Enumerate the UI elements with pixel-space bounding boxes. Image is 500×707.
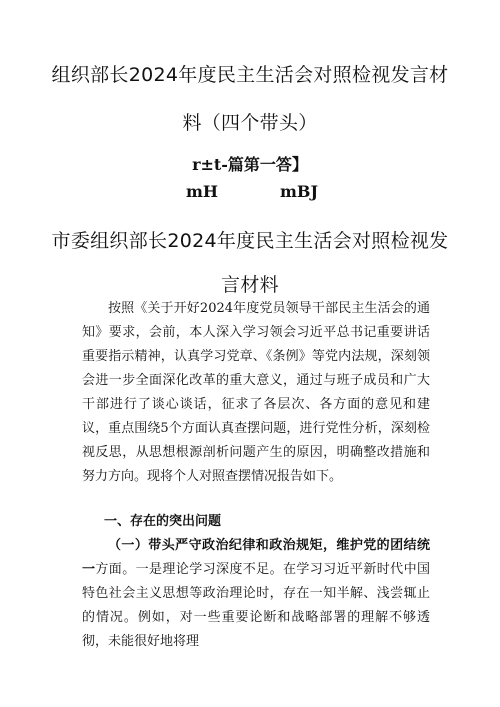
garbled-heading: r±t-篇第一答】 — [192, 155, 308, 174]
document-subtitle-line-1: 市委组织部长2024年度民主生活会对照检视发 — [51, 230, 449, 252]
garbled-left-text: mH — [186, 182, 219, 201]
subsection-body: 方面。一是理论学习深度不足。在学习习近平新时代中国特色社会主义思想等政治理论时，存在一知半解、浅尝辄止的情况。例如，对一些重要论断和战略部署的理解不够透彻，未能很好地将理 — [82, 562, 430, 649]
garbled-right-text: mBJ — [280, 182, 319, 201]
intro-paragraph: 按照《关于开好2024年度党员领导干部民主生活会的通知》要求，会前，本人深入学习领会习近平总书记重要讲话重要指示精神，认真学习党章、《条例》等党内法规，深刻领会进一步全面深化改革的重大意义，通过与班子成员和广大干部进行了谈心谈话，征求了各层次、各方面的意见和建议，重点围绕5个方面认真查摆问题，进行党性分析，深刻检视反思，从思想根源剖析问题产生的原因，明确整改措施和努力方向。现将个人对照查摆情况报告如下。 — [82, 301, 430, 484]
document-title-line-1: 组织部长2024年度民主生活会对照检视发言材 — [51, 64, 449, 86]
subsection-heading: （一）带头严守政治纪律和政治规矩，维护党的团结统一 — [82, 538, 430, 577]
document-title-line-2: 料（四个带头） — [182, 112, 318, 134]
document-subtitle-line-2: 言材料 — [221, 274, 279, 296]
subsection-paragraph — [82, 534, 430, 654]
section-heading: 一、存在的突出问题 — [104, 514, 222, 529]
